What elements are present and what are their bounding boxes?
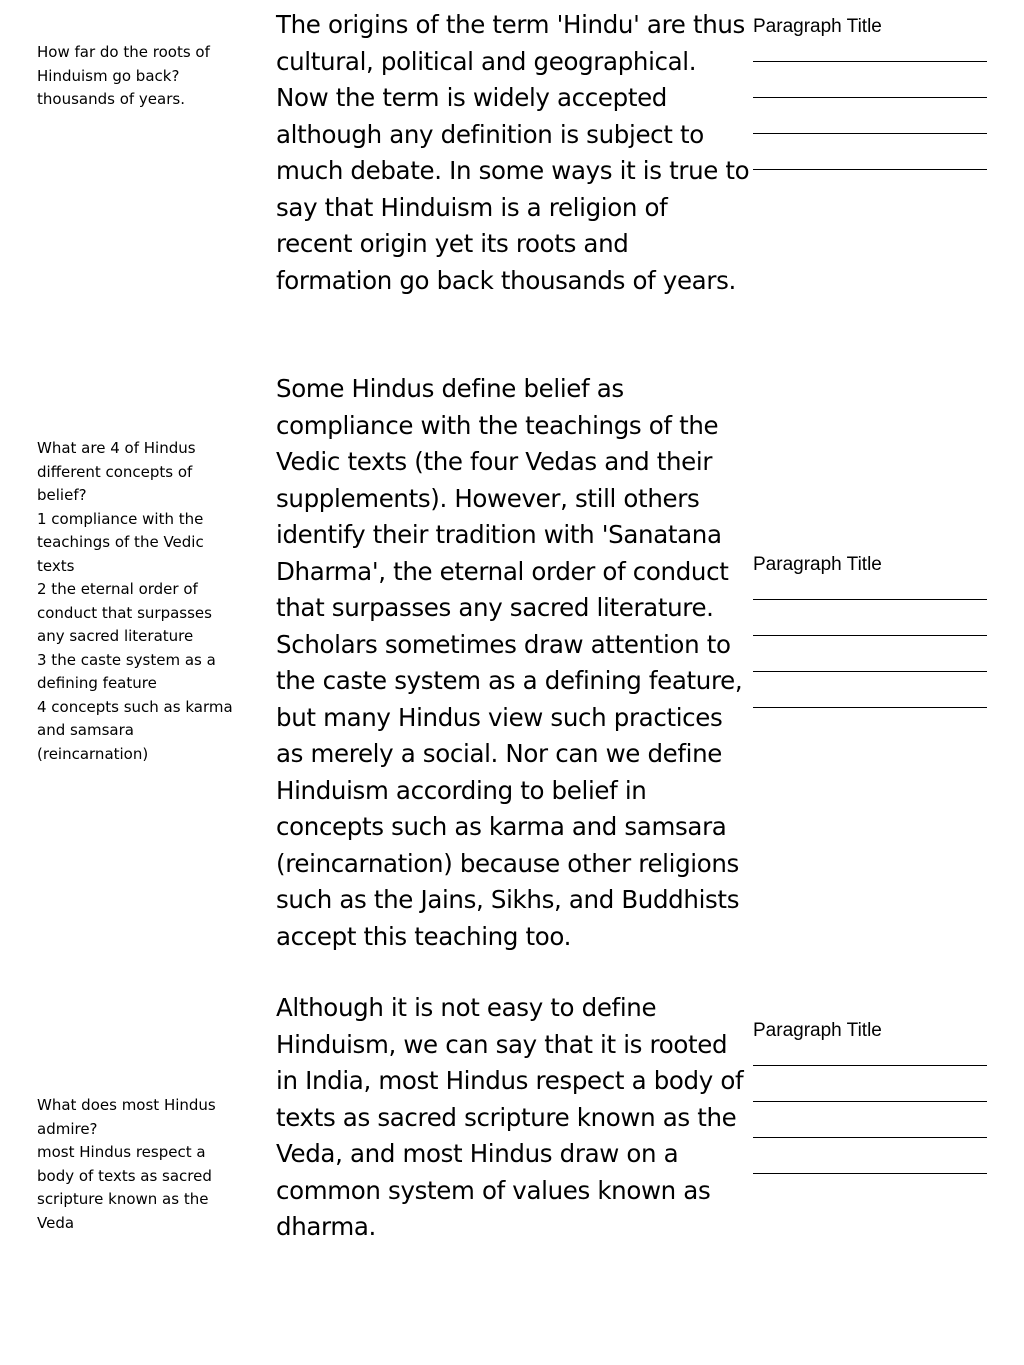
answer-line — [753, 1173, 987, 1174]
note-question: What are 4 of Hindus different concepts of belief? — [37, 439, 196, 504]
paragraph-title-label: Paragraph Title — [753, 1020, 882, 1041]
note-answer: thousands of years. — [37, 90, 185, 108]
body-paragraph-3: Although it is not easy to define Hinduism, we can say that it is rooted in India, most Hindus respect a body of texts as sacred scripture known as the Veda, and most Hindus draw on a common system of values known as dharma. — [276, 993, 744, 1241]
margin-note-3 — [37, 1094, 237, 1235]
paragraph-title-label: Paragraph Title — [753, 16, 882, 37]
answer-line — [753, 61, 987, 62]
answer-line — [753, 1065, 987, 1066]
answer-line — [753, 707, 987, 708]
body-paragraph-1: The origins of the term 'Hindu' are thus cultural, political and geographical. Now the term is widely accepted although any definition is subject to much debate. In some ways it is true to say that Hinduism is a religion of recent origin yet its roots and formation go back thousands of years. — [276, 10, 750, 295]
note-question: What does most Hindus admire? — [37, 1096, 216, 1138]
answer-line — [753, 1101, 987, 1102]
paragraph-title-block-2 — [753, 553, 989, 708]
answer-line — [753, 169, 987, 170]
body-paragraph-2: Some Hindus define belief as compliance with the teachings of the Vedic texts (the four Vedas and their supplements). However, still others identify their tradition with 'Sanatana Dharma', the eternal order of conduct that surpasses any sacred literature. Scholars sometimes draw attention to the caste system as a defining feature, but many Hindus view such practices as merely a social. Nor can we define Hinduism according to belief in concepts such as karma and samsara (reincarnation) because other religions such as the Jains, Sikhs, and Buddhists accept this teaching too. — [276, 374, 743, 951]
answer-line — [753, 1137, 987, 1138]
paragraph-title-block-3 — [753, 1019, 989, 1174]
margin-note-1 — [37, 41, 237, 112]
answer-line — [753, 97, 987, 98]
answer-line — [753, 599, 987, 600]
answer-line — [753, 635, 987, 636]
margin-note-2 — [37, 437, 237, 766]
paragraph-title-block-1 — [753, 15, 989, 170]
note-answer: 1 compliance with the teachings of the Vedic texts 2 the eternal order of conduct that surpasses any sacred literature 3 the caste system as a defining feature 4 concepts such as karma and samsara (reincarnation) — [37, 509, 233, 763]
paragraph-title-label: Paragraph Title — [753, 554, 882, 575]
note-answer: most Hindus respect a body of texts as sacred scripture known as the Veda — [37, 1143, 212, 1232]
answer-line — [753, 671, 987, 672]
note-question: How far do the roots of Hinduism go back? — [37, 43, 210, 85]
answer-line — [753, 133, 987, 134]
